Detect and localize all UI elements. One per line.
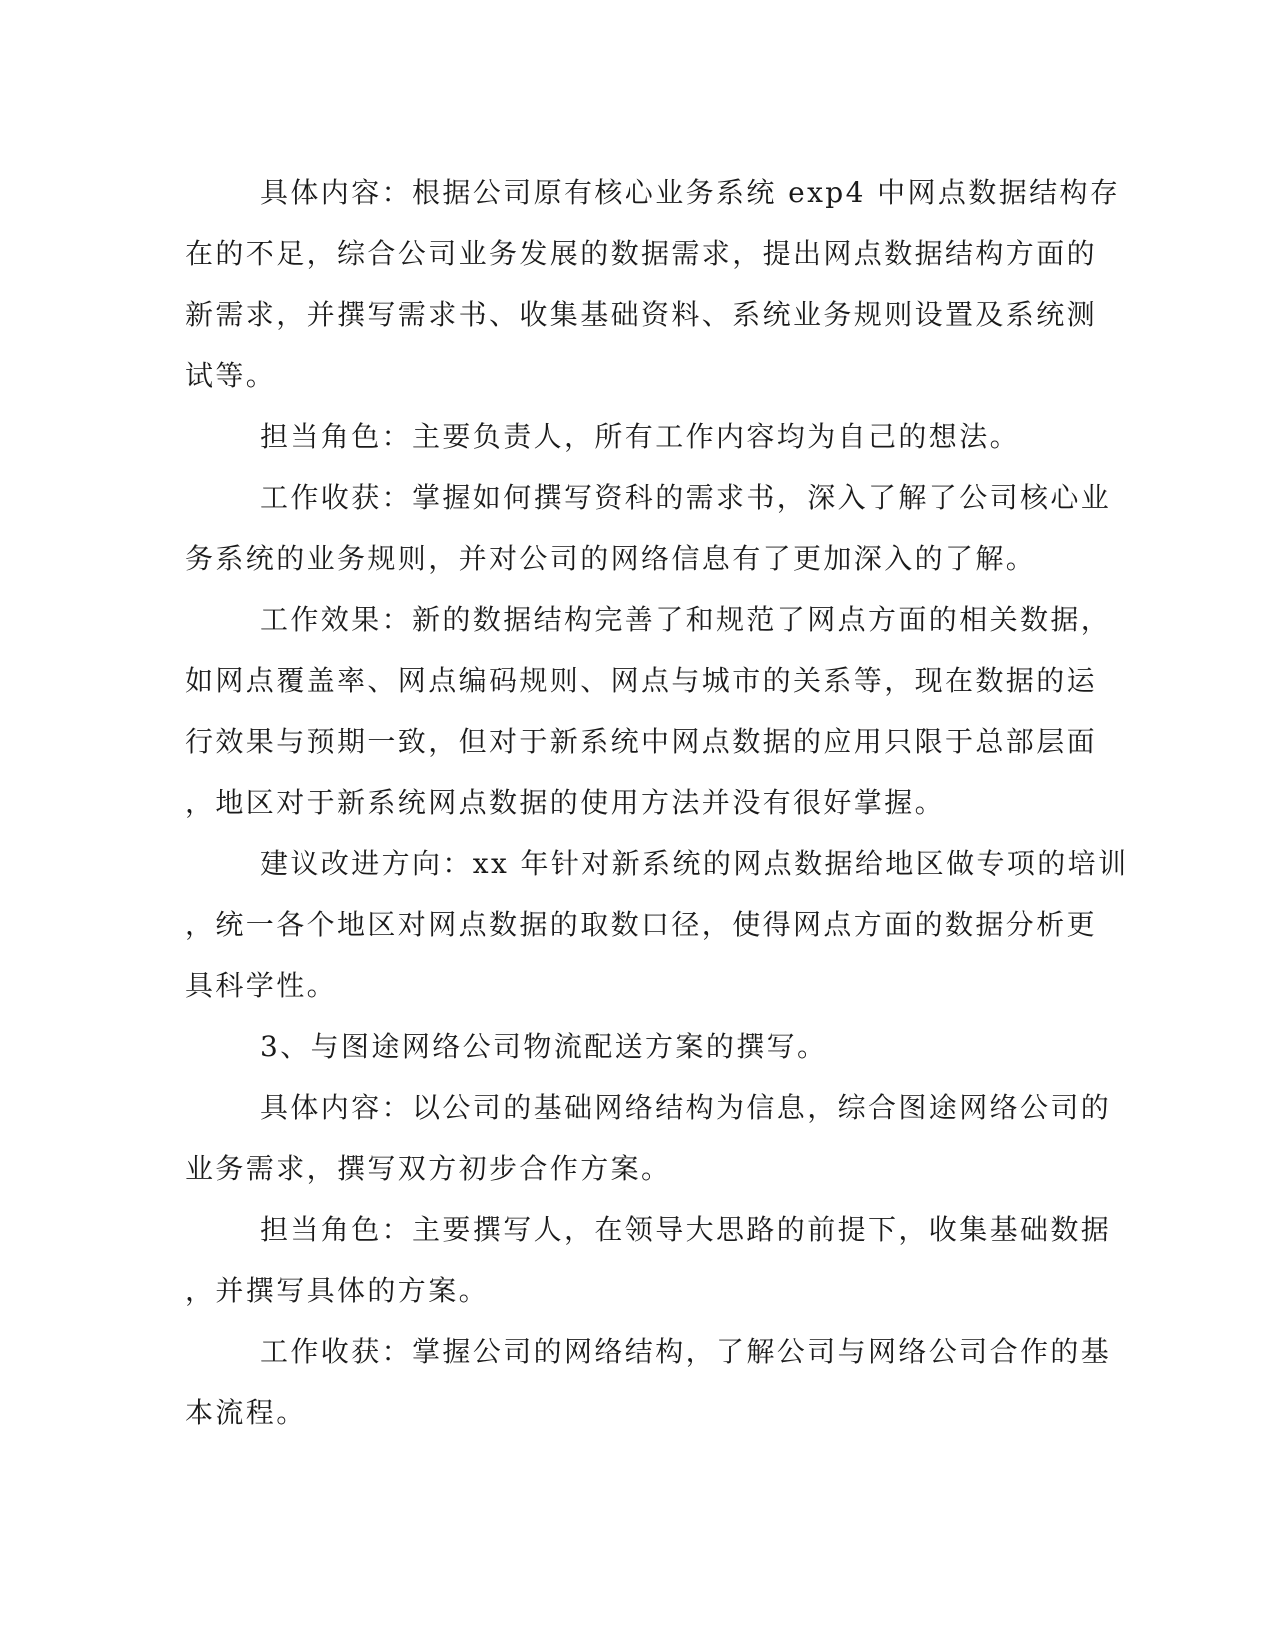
paragraph-line: ，地区对于新系统网点数据的使用方法并没有很好掌握。 xyxy=(185,786,946,819)
paragraph-line: 业务需求，撰写双方初步合作方案。 xyxy=(185,1152,672,1185)
paragraph-line: 新需求，并撰写需求书、收集基础资料、系统业务规则设置及系统测 xyxy=(185,298,1098,331)
paragraph-line: 工作收获：掌握如何撰写资科的需求书，深入了解了公司核心业 xyxy=(260,481,1112,514)
paragraph-line: 3、与图途网络公司物流配送方案的撰写。 xyxy=(260,1030,828,1063)
paragraph-line: 工作效果：新的数据结构完善了和规范了网点方面的相关数据， xyxy=(260,603,1112,636)
paragraph-content-2 xyxy=(185,1077,1112,1199)
paragraph-line: 担当角色：主要撰写人，在领导大思路的前提下，收集基础数据 xyxy=(260,1213,1112,1246)
paragraph-line: 具科学性。 xyxy=(185,969,338,1002)
paragraph-line: 在的不足，综合公司业务发展的数据需求，提出网点数据结构方面的 xyxy=(185,237,1098,270)
paragraph-line: 具体内容：以公司的基础网络结构为信息，综合图途网络公司的 xyxy=(260,1091,1112,1124)
paragraph-line: 如网点覆盖率、网点编码规则、网点与城市的关系等，现在数据的运 xyxy=(185,664,1098,697)
paragraph-line: 试等。 xyxy=(185,359,277,392)
paragraph-gain-2 xyxy=(185,1321,1112,1443)
paragraph-content-1 xyxy=(185,162,1121,406)
paragraph-line: 具体内容：根据公司原有核心业务系统 exp4 中网点数据结构存 xyxy=(260,176,1121,209)
paragraph-line: 工作收获：掌握公司的网络结构，了解公司与网络公司合作的基 xyxy=(260,1335,1112,1368)
document-body xyxy=(185,162,1129,1443)
paragraph-line: 建议改进方向：xx 年针对新系统的网点数据给地区做专项的培训 xyxy=(260,847,1129,880)
paragraph-line: 担当角色：主要负责人，所有工作内容均为自己的想法。 xyxy=(260,420,1021,453)
paragraph-suggestion-1 xyxy=(185,833,1129,1016)
paragraph-role-1 xyxy=(185,406,1055,467)
paragraph-line: 本流程。 xyxy=(185,1396,307,1429)
paragraph-gain-1 xyxy=(185,467,1112,589)
paragraph-line: ，统一各个地区对网点数据的取数口径，使得网点方面的数据分析更 xyxy=(185,908,1098,941)
paragraph-role-2 xyxy=(185,1199,1112,1321)
section-heading-3 xyxy=(185,1016,1055,1077)
paragraph-effect-1 xyxy=(185,589,1112,833)
paragraph-line: 务系统的业务规则，并对公司的网络信息有了更加深入的了解。 xyxy=(185,542,1037,575)
paragraph-line: ，并撰写具体的方案。 xyxy=(185,1274,490,1307)
paragraph-line: 行效果与预期一致，但对于新系统中网点数据的应用只限于总部层面 xyxy=(185,725,1098,758)
